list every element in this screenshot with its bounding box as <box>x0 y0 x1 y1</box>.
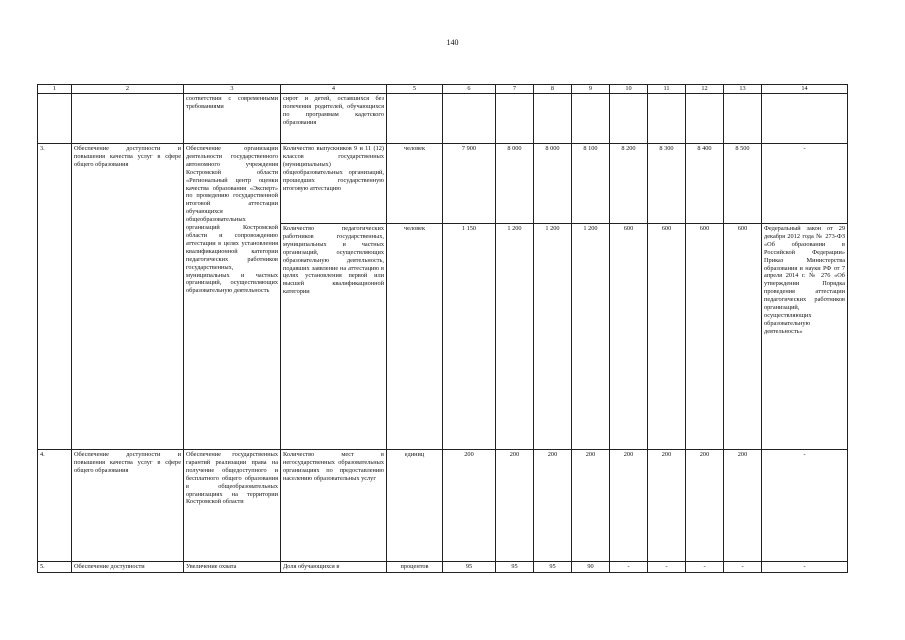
value-cell: 200 <box>610 450 648 562</box>
table-row-4 <box>38 450 848 562</box>
empty-cell <box>534 94 572 144</box>
note-cell: - <box>762 450 848 562</box>
table-row-continued <box>38 94 848 144</box>
unit-cell: единиц <box>387 450 443 562</box>
value-cell: 95 <box>443 562 496 573</box>
table-row-5 <box>38 562 848 573</box>
column-number: 3 <box>184 85 281 94</box>
empty-cell <box>38 94 72 144</box>
row-number: 4. <box>38 450 72 562</box>
value-cell: 1 200 <box>496 224 534 450</box>
column-number: 14 <box>762 85 848 94</box>
measure-cell: Увеличение охвата <box>184 562 281 573</box>
value-cell: 95 <box>496 562 534 573</box>
indicators-table <box>37 84 848 573</box>
value-cell: - <box>610 562 648 573</box>
value-cell: 200 <box>724 450 762 562</box>
value-cell: 600 <box>610 224 648 450</box>
value-cell: 90 <box>572 562 610 573</box>
unit-cell: человек <box>387 144 443 224</box>
value-cell: 600 <box>724 224 762 450</box>
value-cell: - <box>648 562 686 573</box>
value-cell: 8 500 <box>724 144 762 224</box>
value-cell: 200 <box>686 450 724 562</box>
value-cell: 8 400 <box>686 144 724 224</box>
value-cell: 600 <box>686 224 724 450</box>
column-number: 10 <box>610 85 648 94</box>
value-cell: 7 900 <box>443 144 496 224</box>
table-row-3a <box>38 144 848 224</box>
column-number: 6 <box>443 85 496 94</box>
unit-cell: процентов <box>387 562 443 573</box>
empty-cell <box>762 94 848 144</box>
column-number: 2 <box>72 85 184 94</box>
value-cell: 200 <box>443 450 496 562</box>
value-cell: 8 000 <box>496 144 534 224</box>
measure-cell: соответствии с современными требованиями <box>184 94 281 144</box>
value-cell: 200 <box>534 450 572 562</box>
column-number: 9 <box>572 85 610 94</box>
measure-cell: Обеспечение государственных гарантий реализации права на получение общедоступного и бесплатного общего образования в общеобразовательных организациях на территории Костромской области <box>184 450 281 562</box>
column-number: 8 <box>534 85 572 94</box>
value-cell: 8 100 <box>572 144 610 224</box>
note-cell: - <box>762 144 848 224</box>
value-cell: 8 300 <box>648 144 686 224</box>
column-number: 5 <box>387 85 443 94</box>
empty-cell <box>610 94 648 144</box>
value-cell: 8 000 <box>534 144 572 224</box>
note-cell: Федеральный закон от 29 декабря 2012 года № 273-ФЗ «Об образовании в Российской Федерации» Приказ Министерства образования и науки РФ от 7 апреля 2014 г. № 276 «Об утверждении Порядка проведения аттестации педагогических работников организаций, осуществляющих образовательную деятельность» <box>762 224 848 450</box>
value-cell: 200 <box>572 450 610 562</box>
column-number: 4 <box>281 85 387 94</box>
row-number: 3. <box>38 144 72 450</box>
measure-cell: Обеспечение организации деятельности государственного автономного учреждения Костромской области «Региональный центр оценки качества образования «Эксперт» по проведению государственной итоговой аттестации обучающихся общеобразовательных организаций Костромской области и сопровождению аттестации в целях установления квалификационной категории педагогических работников государственных, муниципальных и частных организаций, осуществляющих образовательную деятельность <box>184 144 281 450</box>
value-cell: 1 200 <box>572 224 610 450</box>
row-number: 5. <box>38 562 72 573</box>
value-cell: 200 <box>496 450 534 562</box>
column-number-row <box>38 85 848 94</box>
empty-cell <box>724 94 762 144</box>
value-cell: - <box>724 562 762 573</box>
goal-cell: Обеспечение доступности и повышения качества услуг в сфере общего образования <box>72 144 184 450</box>
empty-cell <box>572 94 610 144</box>
empty-cell <box>648 94 686 144</box>
value-cell: 1 150 <box>443 224 496 450</box>
value-cell: - <box>686 562 724 573</box>
value-cell: 8 200 <box>610 144 648 224</box>
indicator-cell: Количество мест в негосударственных образовательных организациях по предоставлению населению образовательных услуг <box>281 450 387 562</box>
value-cell: 600 <box>648 224 686 450</box>
indicator-cell: сирот и детей, оставшихся без попечения родителей, обучающихся по программам кадетского образования <box>281 94 387 144</box>
column-number: 13 <box>724 85 762 94</box>
empty-cell <box>496 94 534 144</box>
empty-cell <box>72 94 184 144</box>
indicator-cell: Доля обучающихся в <box>281 562 387 573</box>
page-number: 140 <box>446 38 459 47</box>
value-cell: 95 <box>534 562 572 573</box>
goal-cell: Обеспечение доступности и повышения качества услуг в сфере общего образования <box>72 450 184 562</box>
column-number: 1 <box>38 85 72 94</box>
column-number: 12 <box>686 85 724 94</box>
column-number: 7 <box>496 85 534 94</box>
empty-cell <box>686 94 724 144</box>
value-cell: 200 <box>648 450 686 562</box>
goal-cell: Обеспечение доступности <box>72 562 184 573</box>
note-cell: - <box>762 562 848 573</box>
empty-cell <box>387 94 443 144</box>
value-cell: 1 200 <box>534 224 572 450</box>
empty-cell <box>443 94 496 144</box>
unit-cell: человек <box>387 224 443 450</box>
indicator-cell: Количество выпускников 9 и 11 (12) классов государственных (муниципальных) общеобразовательных организаций, прошедших государственную итоговую аттестацию <box>281 144 387 224</box>
indicator-cell: Количество педагогических работников государственных, муниципальных и частных организаций, осуществляющих образовательную деятельность, подавших заявление на аттестацию в целях установления первой или высшей квалификационной категории <box>281 224 387 450</box>
column-number: 11 <box>648 85 686 94</box>
